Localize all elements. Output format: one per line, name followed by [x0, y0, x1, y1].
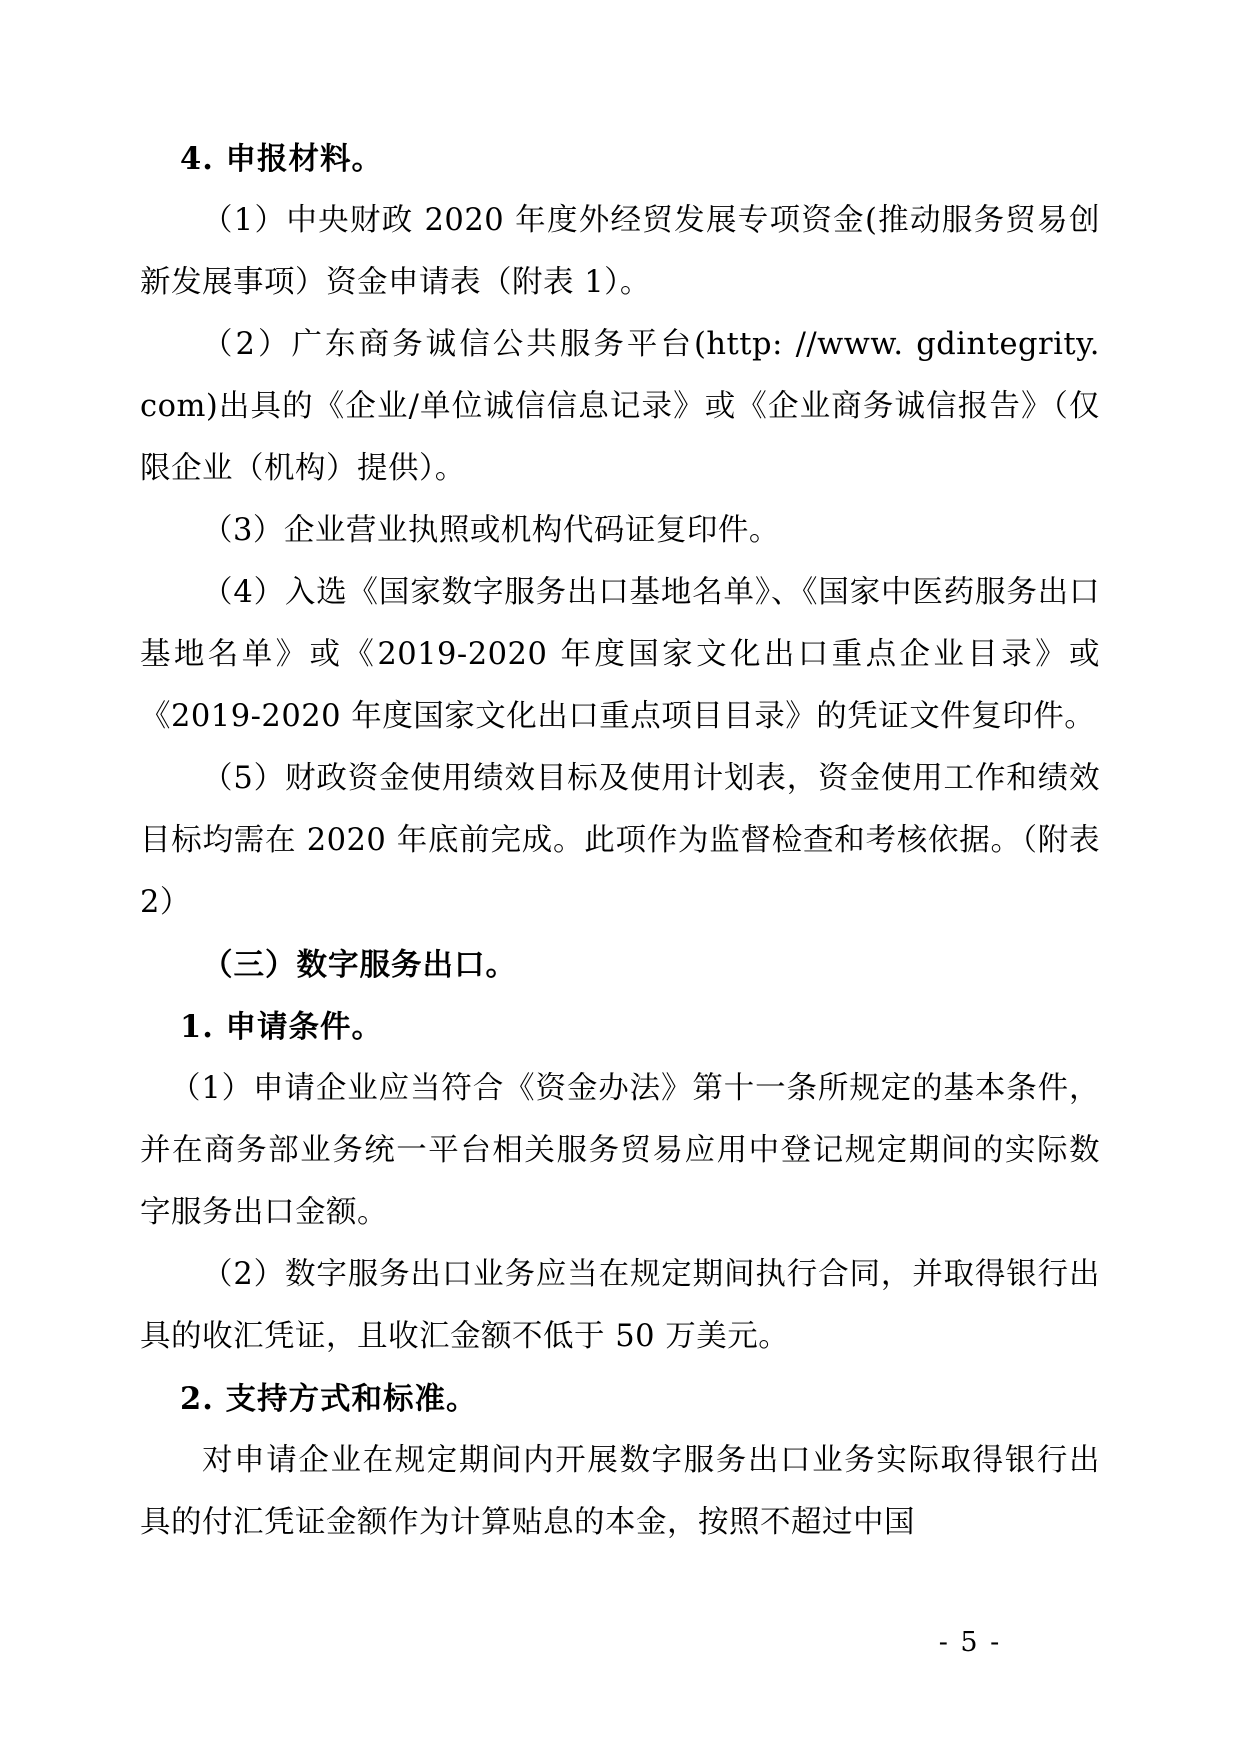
section-heading-application-conditions: 1. 申请条件。 — [180, 1009, 383, 1045]
paragraph-condition-2: （2）数字服务出口业务应当在规定期间执行合同，并取得银行出具的收汇凭证，且收汇金额不低于 50 万美元。 — [140, 1257, 1100, 1354]
section-heading-digital-service-export: （三）数字服务出口。 — [202, 947, 517, 983]
paragraph-item-5: （5）财政资金使用绩效目标及使用计划表，资金使用工作和绩效目标均需在 2020 年底前完成。此项作为监督检查和考核依据。（附表 2） — [140, 761, 1111, 920]
section-heading-support-method: 2. 支持方式和标准。 — [180, 1381, 478, 1417]
section-heading-application-materials: 4. 申报材料。 — [180, 141, 383, 177]
paragraph-item-2: （2）广东商务诚信公共服务平台(http: //www. gdintegrity. com)出具的《企业/单位诚信信息记录》或《企业商务诚信报告》（仅限企业（机构）提供）。 — [140, 327, 1111, 486]
paragraph-condition-1: （1）申请企业应当符合《资金办法》第十一条所规定的基本条件，并在商务部业务统一平台相关服务贸易应用中登记规定期间的实际数字服务出口金额。 — [140, 1071, 1100, 1230]
paragraph-support-method-body: 对申请企业在规定期间内开展数字服务出口业务实际取得银行出具的付汇凭证金额作为计算贴息的本金，按照不超过中国 — [140, 1443, 1100, 1540]
document-body — [140, 128, 1111, 1554]
page-number-footer — [0, 1627, 1240, 1658]
paragraph-item-4: （4）入选《国家数字服务出口基地名单》、《国家中医药服务出口基地名单》或《2019-2020 年度国家文化出口重点企业目录》或《2019-2020 年度国家文化出口重点项目目录》的凭证文件复印件。 — [140, 575, 1100, 734]
paragraph-item-1: （1）中央财政 2020 年度外经贸发展专项资金(推动服务贸易创新发展事项）资金申请表（附表 1）。 — [140, 203, 1100, 300]
paragraph-item-3: （3）企业营业执照或机构代码证复印件。 — [202, 513, 780, 548]
page-number: - 5 - — [938, 1627, 1002, 1658]
